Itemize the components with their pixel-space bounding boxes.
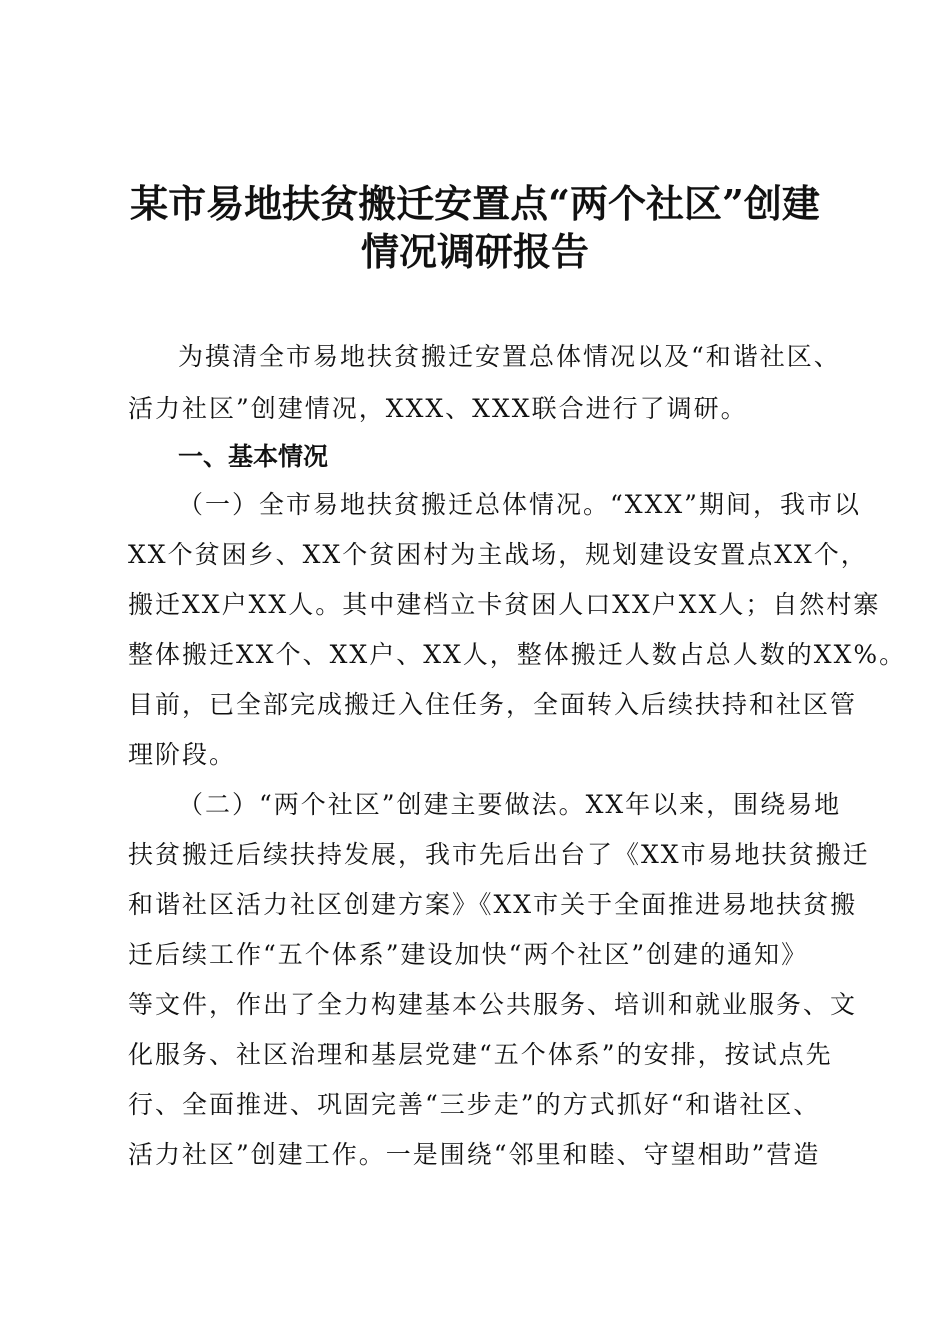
para2-line-4: 迁后续工作“五个体系”建设加快“两个社区”创建的通知》: [128, 940, 809, 969]
para2-line-2: 扶贫搬迁后续扶持发展，我市先后出台了《XX市易地扶贫搬迁: [128, 840, 870, 869]
para1-line-6: 理阶段。: [128, 740, 237, 769]
para1-line-5: 目前，已全部完成搬迁入住任务，全面转入后续扶持和社区管: [128, 690, 858, 719]
intro-line-2: 活力社区”创建情况，XXX、XXX联合进行了调研。: [128, 394, 748, 423]
para1-line-4: 整体搬迁XX个、XX户、XX人，整体搬迁人数占总人数的XX%。: [128, 640, 907, 669]
para2-line-8: 活力社区”创建工作。一是围绕“邻里和睦、守望相助”营造: [128, 1140, 821, 1169]
para1-line-2: XX个贫困乡、XX个贫困村为主战场，规划建设安置点XX个，: [128, 540, 868, 569]
para2-line-3: 和谐社区活力社区创建方案》《XX市关于全面推进易地扶贫搬: [128, 890, 858, 919]
document-title-line-1: 某市易地扶贫搬迁安置点“两个社区”创建: [130, 181, 820, 226]
para1-line-1: （一）全市易地扶贫搬迁总体情况。“XXX”期间，我市以: [178, 490, 861, 519]
para2-line-1: （二）“两个社区”创建主要做法。XX年以来，围绕易地: [178, 790, 842, 819]
intro-line-1: 为摸清全市易地扶贫搬迁安置总体情况以及“和谐社区、: [178, 342, 841, 371]
section-heading-basic: 一、基本情况: [178, 442, 329, 471]
para1-line-3: 搬迁XX户XX人。其中建档立卡贫困人口XX户XX人；自然村寨: [128, 590, 881, 619]
para2-line-5: 等文件，作出了全力构建基本公共服务、培训和就业服务、文: [128, 990, 858, 1019]
document-title-line-2: 情况调研报告: [360, 229, 589, 274]
para2-line-6: 化服务、社区治理和基层党建“五个体系”的安排，按试点先: [128, 1040, 833, 1069]
para2-line-7: 行、全面推进、巩固完善“三步走”的方式抓好“和谐社区、: [128, 1090, 821, 1119]
